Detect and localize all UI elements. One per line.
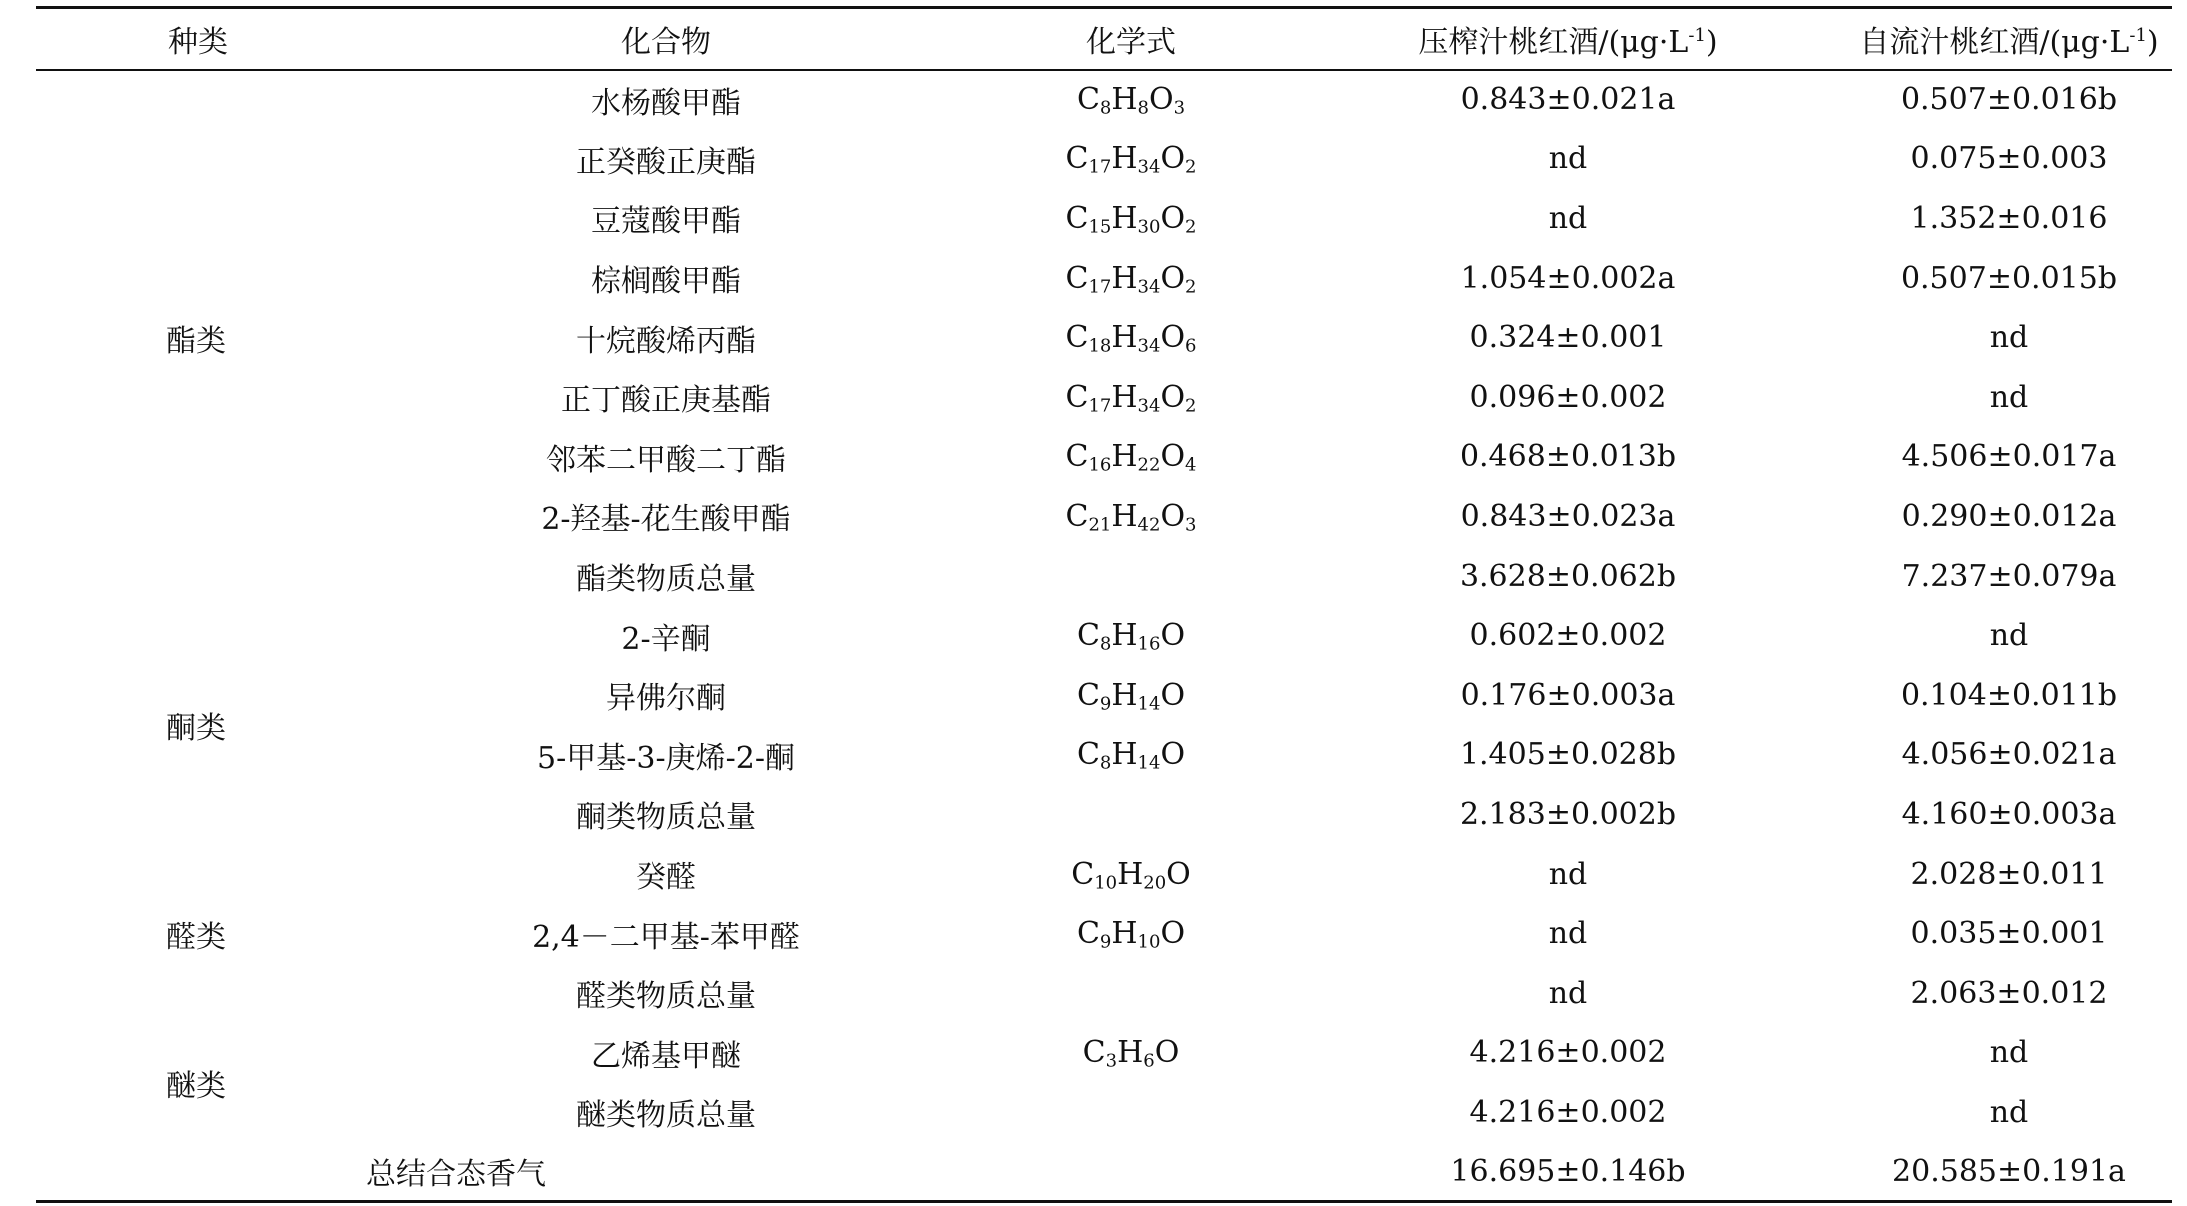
freerun-value-cell: 7.237±0.079a (1901, 558, 2117, 594)
formula-cell (972, 308, 1290, 368)
category-esters: 酯类 (166, 324, 226, 360)
header-pressed-exponent: -1 (1688, 24, 1706, 46)
formula-element: H (1117, 856, 1144, 892)
pressed-value-cell: 0.324±0.001 (1469, 320, 1667, 356)
pressed-value-cell: nd (1548, 975, 1588, 1011)
header-category: 种类 (36, 8, 360, 70)
formula-element: O (1160, 439, 1186, 475)
table-row (36, 70, 2172, 130)
formula-count: 2 (1185, 276, 1197, 298)
formula-element: H (1117, 1035, 1144, 1071)
grand-total-label: 总结合态香气 (36, 1142, 972, 1202)
compound-cell: 正丁酸正庚基酯 (561, 383, 771, 419)
formula-element: O (1160, 618, 1186, 654)
compound-cell: 水杨酸甲酯 (591, 85, 741, 121)
formula-element: H (1111, 82, 1138, 118)
formula-count: 34 (1137, 335, 1161, 357)
freerun-value-cell: 2.028±0.011 (1910, 856, 2108, 892)
compound-cell: 邻苯二甲酸二丁酯 (546, 442, 786, 478)
compound-cell: 癸醛 (636, 860, 696, 896)
header-pressed-wine (1290, 8, 1846, 70)
freerun-value-cell: nd (1989, 379, 2029, 415)
formula-count: 30 (1137, 216, 1161, 238)
header-freerun-close: ) (2146, 24, 2159, 60)
formula-count: 2 (1185, 156, 1197, 178)
formula-count: 6 (1143, 1050, 1155, 1072)
compound-cell: 酯类物质总量 (576, 562, 756, 598)
formula-element: H (1111, 618, 1138, 654)
formula-cell (972, 665, 1290, 725)
freerun-value-cell: 4.506±0.017a (1901, 439, 2117, 475)
header-compound: 化合物 (360, 8, 972, 70)
freerun-value-cell: nd (1989, 1035, 2029, 1071)
formula-count: 3 (1105, 1050, 1118, 1072)
compound-cell: 十烷酸烯丙酯 (576, 323, 756, 359)
pressed-value-cell: 1.054±0.002a (1460, 260, 1676, 296)
formula-element: H (1111, 677, 1138, 713)
formula-element: H (1111, 379, 1138, 415)
formula-cell (972, 904, 1290, 964)
formula-count: 10 (1137, 931, 1161, 953)
formula-count: 15 (1088, 216, 1112, 238)
freerun-value-cell: nd (1989, 1094, 2029, 1130)
formula-element: O (1160, 320, 1186, 356)
formula-count: 34 (1137, 276, 1161, 298)
formula-element: O (1160, 498, 1186, 534)
formula-element: C (1082, 1035, 1106, 1071)
formula-element: O (1166, 856, 1191, 892)
formula-count: 8 (1137, 97, 1149, 119)
formula-element: C (1065, 379, 1089, 415)
compound-cell: 2,4－二甲基-苯甲醛 (532, 919, 800, 955)
formula-element: O (1160, 260, 1186, 296)
table-body (36, 70, 2172, 1202)
header-pressed-label: 压榨汁桃红酒/(μg·L (1418, 24, 1689, 60)
grand-total-formula-cell (972, 1142, 1290, 1202)
formula-element: O (1160, 916, 1186, 952)
formula-count: 21 (1088, 514, 1112, 536)
header-freerun-wine (1846, 8, 2172, 70)
formula-element: H (1111, 260, 1138, 296)
formula-element: O (1154, 1035, 1180, 1071)
table-row (36, 1023, 2172, 1083)
compound-cell: 5-甲基-3-庚烯-2-酮 (537, 740, 795, 776)
compound-cell: 醚类物质总量 (576, 1098, 756, 1134)
compound-cell: 正癸酸正庚酯 (576, 144, 756, 180)
formula-cell (972, 70, 1290, 130)
freerun-value-cell: 0.035±0.001 (1910, 916, 2108, 952)
pressed-value-cell: nd (1548, 916, 1588, 952)
pressed-value-cell: nd (1548, 856, 1588, 892)
pressed-value-cell: 0.843±0.023a (1460, 498, 1676, 534)
formula-element: H (1111, 320, 1138, 356)
formula-count: 14 (1137, 752, 1161, 774)
formula-cell (972, 725, 1290, 785)
formula-count: 20 (1143, 872, 1167, 894)
formula-count: 9 (1099, 693, 1112, 715)
freerun-value-cell: 0.075±0.003 (1910, 141, 2108, 177)
formula-element: O (1160, 379, 1186, 415)
pressed-value-cell: 0.843±0.021a (1460, 82, 1676, 118)
formula-count: 17 (1088, 395, 1112, 417)
formula-count: 6 (1185, 335, 1197, 357)
grand-total-row (36, 1142, 2172, 1202)
formula-element: C (1076, 618, 1100, 654)
formula-count: 3 (1185, 514, 1197, 536)
header-pressed-close: ) (1705, 24, 1718, 60)
formula-element: H (1111, 439, 1138, 475)
formula-count: 34 (1137, 395, 1161, 417)
header-freerun-exponent: -1 (2129, 24, 2147, 46)
pressed-value-cell: 4.216±0.002 (1469, 1094, 1667, 1130)
table-row (36, 606, 2172, 666)
compound-cell: 酮类物质总量 (576, 800, 756, 836)
formula-cell (972, 248, 1290, 308)
compound-cell: 棕榈酸甲酯 (591, 264, 741, 300)
pressed-value-cell: 0.096±0.002 (1469, 379, 1667, 415)
table-row (36, 844, 2172, 904)
freerun-value-cell: 0.104±0.011b (1900, 677, 2118, 713)
formula-element: O (1160, 737, 1186, 773)
formula-count: 10 (1094, 872, 1118, 894)
formula-cell (972, 963, 1290, 1023)
formula-count: 18 (1088, 335, 1112, 357)
formula-element: O (1160, 677, 1186, 713)
freerun-value-cell: 0.290±0.012a (1901, 498, 2117, 534)
freerun-value-cell: 0.507±0.016b (1900, 82, 2118, 118)
compound-cell: 豆蔻酸甲酯 (591, 204, 741, 240)
formula-element: H (1111, 200, 1138, 236)
grand-total-freerun: 20.585±0.191a (1846, 1142, 2172, 1202)
header-row (36, 8, 2172, 70)
freerun-value-cell: 1.352±0.016 (1910, 200, 2108, 236)
formula-cell (972, 189, 1290, 249)
formula-element: C (1065, 439, 1089, 475)
compound-cell: 乙烯基甲醚 (591, 1038, 741, 1074)
freerun-value-cell: nd (1989, 618, 2029, 654)
pressed-value-cell: 1.405±0.028b (1459, 737, 1677, 773)
formula-cell (972, 606, 1290, 666)
formula-element: C (1065, 260, 1089, 296)
formula-count: 14 (1137, 693, 1161, 715)
formula-cell (972, 546, 1290, 606)
formula-cell (972, 785, 1290, 845)
formula-count: 4 (1185, 454, 1197, 476)
formula-element: C (1076, 82, 1100, 118)
formula-count: 3 (1173, 97, 1186, 119)
freerun-value-cell: nd (1989, 320, 2029, 356)
formula-element: C (1076, 677, 1100, 713)
compound-cell: 异佛尔酮 (606, 681, 726, 717)
formula-cell (972, 129, 1290, 189)
formula-element: H (1111, 737, 1138, 773)
formula-count: 17 (1088, 156, 1112, 178)
formula-count: 34 (1137, 156, 1161, 178)
pressed-value-cell: 0.602±0.002 (1469, 618, 1667, 654)
pressed-value-cell: 4.216±0.002 (1469, 1035, 1667, 1071)
formula-count: 22 (1137, 454, 1161, 476)
formula-count: 9 (1099, 931, 1112, 953)
pressed-value-cell: 0.176±0.003a (1460, 677, 1676, 713)
compound-cell: 2-羟基-花生酸甲酯 (541, 502, 791, 538)
pressed-value-cell: nd (1548, 200, 1588, 236)
formula-count: 42 (1137, 514, 1161, 536)
formula-element: H (1111, 498, 1138, 534)
formula-element: O (1160, 200, 1186, 236)
aroma-compound-table (36, 6, 2172, 1203)
header-formula: 化学式 (972, 8, 1290, 70)
formula-count: 17 (1088, 276, 1112, 298)
formula-count: 8 (1099, 633, 1112, 655)
formula-element: H (1111, 916, 1138, 952)
freerun-value-cell: 2.063±0.012 (1910, 975, 2108, 1011)
compound-cell: 醛类物质总量 (576, 979, 756, 1015)
formula-count: 16 (1088, 454, 1112, 476)
formula-element: C (1065, 141, 1089, 177)
formula-cell (972, 487, 1290, 547)
category-ketones: 酮类 (166, 711, 226, 747)
category-ethers: 醚类 (166, 1068, 226, 1104)
category-aldehydes: 醛类 (166, 919, 226, 955)
formula-cell (972, 1083, 1290, 1143)
pressed-value-cell: nd (1548, 141, 1588, 177)
pressed-value-cell: 2.183±0.002b (1459, 796, 1677, 832)
formula-count: 16 (1137, 633, 1161, 655)
formula-element: O (1148, 82, 1174, 118)
formula-element: O (1160, 141, 1186, 177)
formula-element: C (1076, 737, 1100, 773)
freerun-value-cell: 4.160±0.003a (1901, 796, 2117, 832)
freerun-value-cell: 0.507±0.015b (1900, 260, 2118, 296)
formula-element: C (1065, 200, 1089, 236)
header-freerun-label: 自流汁桃红酒/(μg·L (1859, 24, 2130, 60)
compound-cell: 2-辛酮 (621, 621, 711, 657)
formula-count: 8 (1099, 97, 1112, 119)
formula-count: 2 (1185, 216, 1197, 238)
aroma-compound-table-container (36, 6, 2172, 1203)
formula-element: C (1071, 856, 1095, 892)
formula-element: C (1076, 916, 1100, 952)
formula-element: C (1065, 498, 1089, 534)
formula-element: H (1111, 141, 1138, 177)
formula-cell (972, 844, 1290, 904)
formula-count: 2 (1185, 395, 1197, 417)
pressed-value-cell: 0.468±0.013b (1459, 439, 1677, 475)
pressed-value-cell: 3.628±0.062b (1459, 558, 1677, 594)
formula-cell (972, 1023, 1290, 1083)
grand-total-pressed: 16.695±0.146b (1290, 1142, 1846, 1202)
formula-cell (972, 367, 1290, 427)
freerun-value-cell: 4.056±0.021a (1901, 737, 2117, 773)
formula-count: 8 (1099, 752, 1112, 774)
formula-element: C (1065, 320, 1089, 356)
formula-cell (972, 427, 1290, 487)
